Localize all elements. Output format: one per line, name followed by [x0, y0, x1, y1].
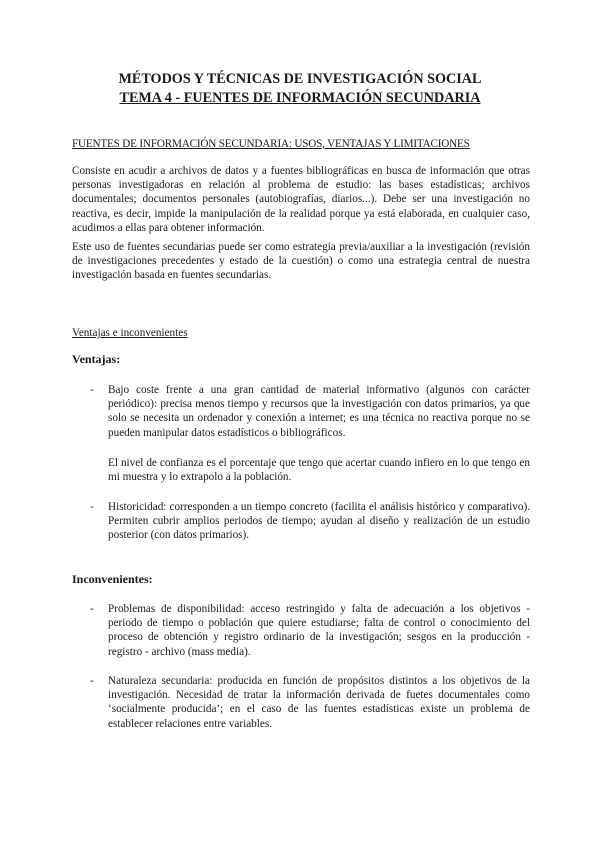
list-bullet: - [90, 501, 94, 513]
document-title: MÉTODOS Y TÉCNICAS DE INVESTIGACIÓN SOCIAL [118, 71, 482, 87]
ventaja-item-1-note: El nivel de confianza es el porcentaje que tengo que acertar cuando infiero en lo que tengo en mi muestra y lo extrapolo a la población. [108, 457, 530, 484]
paragraph-1: Consiste en acudir a archivos de datos y a fuentes bibliográficas en busca de información que otras personas investigadoras en relación al problema de estudio: las bases estadísticas; archivos documentales; documentos personales (autobiografías, diarios...). Debe ser una investigación no reactiva, es decir, impide la manipulación de la realidad porque ya está elaborada, en cualquier caso, acudimos a ellas para obtener información. [72, 165, 530, 234]
list-bullet: - [90, 384, 94, 396]
document-subtitle: TEMA 4 - FUENTES DE INFORMACIÓN SECUNDARIA [119, 90, 481, 106]
inconvenientes-heading: Inconvenientes: [72, 572, 153, 586]
ventajas-heading: Ventajas: [72, 352, 121, 366]
ventaja-item-2: Historicidad: corresponden a un tiempo concreto (facilita el análisis histórico y comparativo). Permiten cubrir amplios periodos de tiempo; ayudan al diseño y realización de un estudio posterior (con datos primarios). [108, 501, 530, 542]
list-bullet: - [90, 675, 94, 687]
ventaja-item-1: Bajo coste frente a una gran cantidad de material informativo (algunos con carácter periódico): precisa menos tiempo y recursos que la investigación con datos primarios, ya que solo se necesita un ordenador y conexión a internet; es una técnica no reactiva porque no se pueden manipular datos estadísticos o bibliográficos. [108, 384, 530, 439]
inconveniente-item-1: Problemas de disponibilidad: acceso restringido y falta de adecuación a los objetivos - periodo de tiempo o población que quiere estudiarse; falta de control o conocimiento del proceso de obtención y registro ordinario de la investigación; sesgos en la producción - registro - archivo (mass media). [108, 603, 530, 658]
subsection-heading: Ventajas e inconvenientes [72, 327, 188, 339]
paragraph-2: Este uso de fuentes secundarias puede ser como estrategia previa/auxiliar a la investigación (revisión de investigaciones precedentes y estado de la cuestión) o como una estrategia central de nuestra investigación basada en fuentes secundarias. [72, 241, 530, 282]
section-heading: FUENTES DE INFORMACIÓN SECUNDARIA: USOS, VENTAJAS Y LIMITACIONES [72, 138, 470, 150]
list-bullet: - [90, 603, 94, 615]
inconveniente-item-2: Naturaleza secundaria: producida en función de propósitos distintos a los objetivos de la investigación. Necesidad de tratar la información derivada de fuetes documentales como ‘socialmente producida’; en el caso de las fuentes estadísticas existe un problema de establecer relaciones entre variables. [108, 675, 530, 730]
